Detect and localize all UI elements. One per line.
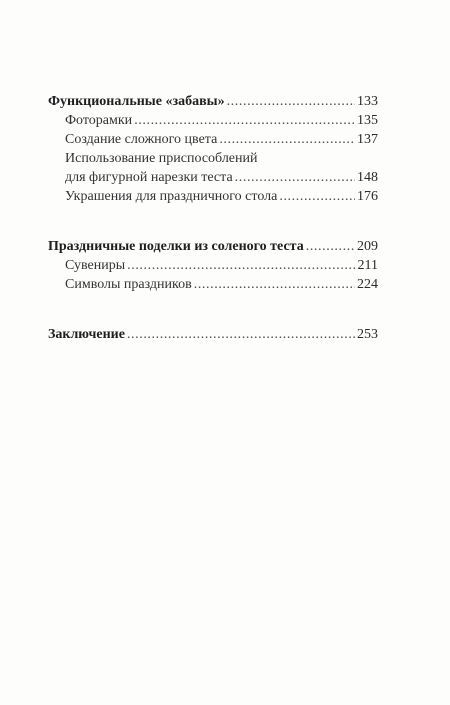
section-gap bbox=[48, 221, 378, 237]
dot-leader bbox=[279, 187, 355, 206]
toc-entry-sub[interactable] bbox=[48, 256, 378, 275]
dot-leader bbox=[127, 325, 355, 344]
dot-leader bbox=[194, 275, 355, 294]
toc-entry-title: Символы праздников bbox=[65, 277, 192, 292]
toc-section bbox=[48, 237, 378, 294]
toc-section bbox=[48, 92, 378, 206]
dot-leader bbox=[134, 111, 355, 130]
toc-page-number: 211 bbox=[357, 258, 378, 273]
toc-entry-title: Создание сложного цвета bbox=[65, 132, 218, 147]
toc-entry-sub[interactable] bbox=[48, 187, 378, 206]
toc-entry-title: Сувениры bbox=[65, 258, 126, 273]
dot-leader bbox=[235, 168, 355, 187]
toc-page-number: 135 bbox=[357, 113, 378, 128]
toc-entry-title: Функциональные «забавы» bbox=[48, 94, 225, 109]
toc-page-number: 253 bbox=[357, 327, 378, 342]
toc-entry-main[interactable] bbox=[48, 92, 378, 111]
toc-entry-sub[interactable] bbox=[48, 275, 378, 294]
dot-leader bbox=[127, 256, 355, 275]
toc-page-number: 209 bbox=[357, 239, 378, 254]
toc-entry-sub[interactable] bbox=[48, 149, 378, 168]
toc-page-number: 133 bbox=[357, 94, 378, 109]
table-of-contents bbox=[48, 92, 378, 359]
toc-entry-main[interactable] bbox=[48, 237, 378, 256]
dot-leader bbox=[219, 130, 355, 149]
toc-page-number: 224 bbox=[357, 277, 378, 292]
toc-entry-title: Фоторамки bbox=[65, 113, 133, 128]
toc-entry-sub-continued[interactable] bbox=[48, 168, 378, 187]
toc-entry-title: Праздничные поделки из соленого теста bbox=[48, 239, 304, 254]
toc-page-number: 148 bbox=[357, 170, 378, 185]
toc-page-number: 137 bbox=[357, 132, 378, 147]
toc-entry-title-continued: для фигурной нарезки теста bbox=[65, 170, 233, 185]
toc-entry-sub[interactable] bbox=[48, 130, 378, 149]
dot-leader bbox=[227, 92, 355, 111]
toc-entry-sub[interactable] bbox=[48, 111, 378, 130]
dot-leader bbox=[306, 237, 355, 256]
toc-page-number: 176 bbox=[357, 189, 378, 204]
toc-entry-title: Заключение bbox=[48, 327, 125, 342]
toc-section bbox=[48, 325, 378, 344]
section-gap bbox=[48, 309, 378, 325]
toc-entry-title: Использование приспособлений bbox=[65, 151, 258, 166]
toc-entry-main[interactable] bbox=[48, 325, 378, 344]
toc-entry-title: Украшения для праздничного стола bbox=[65, 189, 278, 204]
